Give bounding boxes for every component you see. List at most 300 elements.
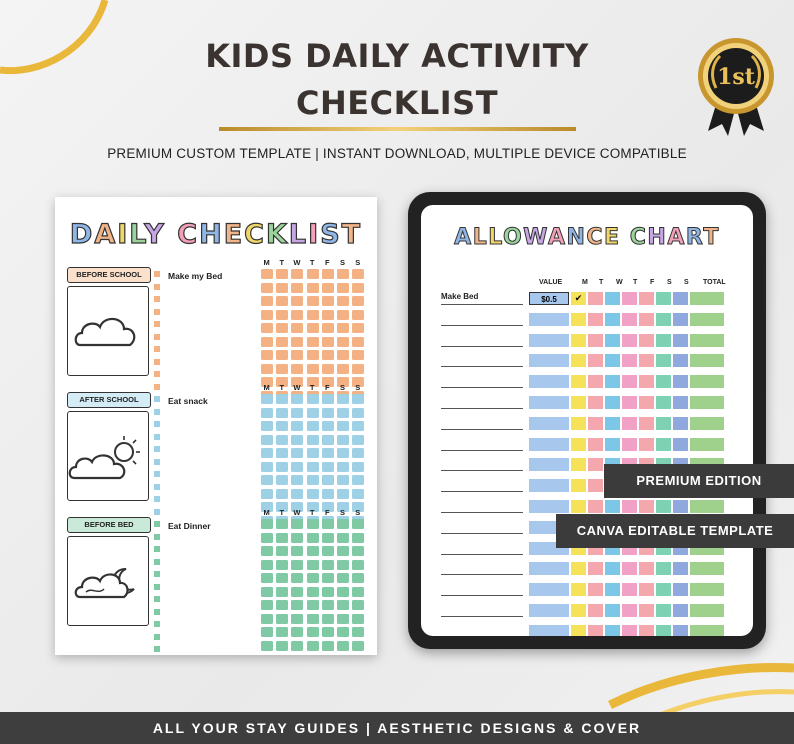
day-cell	[673, 438, 688, 451]
title-letter: A	[667, 225, 686, 250]
day-letter: T	[279, 258, 285, 267]
tablet-device	[408, 192, 766, 649]
checkbox	[337, 421, 349, 431]
checkbox	[276, 364, 288, 374]
checkbox	[337, 533, 349, 543]
day-cell	[639, 562, 654, 575]
day-letter: M	[263, 508, 270, 517]
title-letter: T	[341, 219, 363, 250]
checkbox	[261, 283, 273, 293]
checkbox	[352, 408, 364, 418]
value-cell	[529, 500, 569, 513]
checkbox	[307, 614, 319, 624]
title-letter: R	[685, 225, 704, 250]
title-letter: L	[488, 225, 503, 250]
checkbox	[337, 489, 349, 499]
premium-edition-tag: PREMIUM EDITION	[604, 464, 794, 498]
value-cell	[529, 438, 569, 451]
checkbox	[307, 475, 319, 485]
task-line	[441, 625, 523, 636]
day-cell: ✔	[571, 292, 586, 305]
bullet-square	[154, 421, 160, 427]
checkbox	[322, 627, 334, 637]
checkbox	[276, 283, 288, 293]
checkbox	[261, 546, 273, 556]
checkbox	[261, 408, 273, 418]
title-letter: H	[199, 219, 224, 250]
day-cell	[588, 292, 603, 305]
task-line: Make Bed	[441, 292, 523, 305]
title-letter: L	[472, 225, 489, 250]
title-letter	[621, 225, 630, 250]
checkbox	[322, 350, 334, 360]
bullet-square	[154, 621, 160, 627]
checkbox	[291, 337, 303, 347]
checkbox	[307, 269, 319, 279]
day-cell	[673, 500, 688, 513]
checkbox	[261, 489, 273, 499]
checkbox	[261, 269, 273, 279]
chart-row	[441, 354, 726, 367]
checkbox	[352, 533, 364, 543]
checkbox	[261, 600, 273, 610]
day-cell	[605, 583, 620, 596]
day-cell	[622, 604, 637, 617]
day-cell	[622, 500, 637, 513]
checkbox	[307, 489, 319, 499]
bullet-square	[154, 596, 160, 602]
chart-row	[441, 313, 726, 326]
checkbox	[337, 323, 349, 333]
badge-text: 1st	[717, 64, 755, 90]
day-cell	[622, 625, 637, 636]
checkbox	[307, 533, 319, 543]
value-cell	[529, 625, 569, 636]
checkbox	[276, 573, 288, 583]
day-cell	[622, 583, 637, 596]
bullet-square	[154, 271, 160, 277]
day-cell	[639, 500, 654, 513]
value-cell	[529, 479, 569, 492]
task-line	[441, 562, 523, 575]
checkbox	[261, 350, 273, 360]
day-cell	[673, 334, 688, 347]
checkbox	[261, 627, 273, 637]
bullet-square	[154, 384, 160, 390]
checkbox	[276, 614, 288, 624]
bullet-square	[154, 296, 160, 302]
checkbox	[307, 394, 319, 404]
day-cell	[571, 334, 586, 347]
checkbox	[352, 394, 364, 404]
checkbox	[352, 462, 364, 472]
day-letter: S	[340, 508, 346, 517]
checkbox	[337, 627, 349, 637]
chart-row	[441, 417, 726, 430]
day-cell	[588, 334, 603, 347]
day-cell	[571, 396, 586, 409]
value-cell	[529, 334, 569, 347]
checkbox	[261, 394, 273, 404]
checkbox	[291, 641, 303, 651]
checkbox	[322, 421, 334, 431]
total-cell	[690, 292, 724, 305]
checkbox	[291, 448, 303, 458]
chart-row	[441, 604, 726, 617]
value-cell: $0.5	[529, 292, 569, 305]
checkbox	[276, 475, 288, 485]
chart-row	[441, 583, 726, 596]
day-letter: M	[263, 258, 270, 267]
day-cell	[639, 604, 654, 617]
moon-cloud-icon	[68, 537, 148, 625]
checkbox	[276, 435, 288, 445]
day-cell	[622, 292, 637, 305]
day-letter: S	[667, 279, 672, 286]
checkbox	[291, 587, 303, 597]
checkbox	[261, 462, 273, 472]
title-letter: A	[94, 219, 118, 250]
bullet-square	[154, 559, 160, 565]
gold-swoosh-bottom-right	[600, 640, 794, 715]
task-line	[441, 417, 523, 430]
checkbox	[322, 560, 334, 570]
checkbox	[276, 323, 288, 333]
checkbox	[307, 600, 319, 610]
checkbox	[352, 614, 364, 624]
day-letter: T	[633, 279, 638, 286]
day-cell	[656, 396, 671, 409]
checkbox	[291, 519, 303, 529]
checkbox	[307, 421, 319, 431]
page-title-line2: CHECKLIST	[295, 84, 499, 122]
title-letter: I	[117, 219, 130, 250]
day-cell	[571, 313, 586, 326]
checkbox	[352, 364, 364, 374]
day-letter: T	[279, 508, 285, 517]
total-cell	[690, 354, 724, 367]
checkbox	[322, 641, 334, 651]
checkbox	[291, 296, 303, 306]
checkbox	[337, 435, 349, 445]
checkbox	[352, 627, 364, 637]
day-cell	[588, 500, 603, 513]
checkbox	[337, 641, 349, 651]
checkbox	[352, 448, 364, 458]
day-letter: F	[325, 258, 330, 267]
checkbox	[307, 448, 319, 458]
checkbox	[291, 627, 303, 637]
checkbox	[337, 600, 349, 610]
value-cell	[529, 583, 569, 596]
checkbox	[322, 489, 334, 499]
checkbox	[291, 435, 303, 445]
chart-row	[441, 375, 726, 388]
day-cell	[605, 375, 620, 388]
day-cell	[639, 313, 654, 326]
day-letter: S	[355, 508, 361, 517]
checkbox	[337, 310, 349, 320]
checkbox	[352, 600, 364, 610]
day-letter: W	[293, 258, 301, 267]
checkbox	[307, 462, 319, 472]
day-cell	[656, 375, 671, 388]
checkbox	[352, 350, 364, 360]
checkbox-grid	[261, 519, 364, 651]
checkbox	[322, 269, 334, 279]
sun-cloud-icon-box	[67, 411, 149, 501]
checkbox	[307, 587, 319, 597]
checkbox	[276, 421, 288, 431]
section-label: BEFORE BED	[67, 517, 151, 533]
total-cell	[690, 375, 724, 388]
bullet-square	[154, 496, 160, 502]
task-line	[441, 583, 523, 596]
day-cell	[639, 583, 654, 596]
checkbox	[337, 448, 349, 458]
day-cell	[571, 479, 586, 492]
checkbox	[276, 350, 288, 360]
checkbox	[322, 296, 334, 306]
title-letter: A	[454, 225, 473, 250]
checkbox	[261, 587, 273, 597]
day-cell	[639, 375, 654, 388]
title-letter: C	[629, 225, 648, 250]
day-cell	[639, 334, 654, 347]
checkbox	[307, 350, 319, 360]
section-label: BEFORE SCHOOL	[67, 267, 151, 283]
checkbox	[307, 627, 319, 637]
day-cell	[622, 313, 637, 326]
day-letter: T	[309, 258, 315, 267]
day-cell	[656, 500, 671, 513]
checkbox	[322, 448, 334, 458]
checkbox	[337, 587, 349, 597]
day-cell	[622, 438, 637, 451]
bullet-square	[154, 584, 160, 590]
title-letter: K	[265, 219, 289, 250]
checkbox	[337, 408, 349, 418]
checkbox	[291, 475, 303, 485]
day-cell	[588, 604, 603, 617]
checkbox	[322, 573, 334, 583]
day-cell	[639, 625, 654, 636]
checkbox	[322, 323, 334, 333]
bullet-square	[154, 571, 160, 577]
bullet-square	[154, 546, 160, 552]
value-cell	[529, 417, 569, 430]
daily-checklist-sheet	[55, 197, 377, 655]
checkbox	[322, 408, 334, 418]
day-cell	[571, 625, 586, 636]
day-letter: W	[616, 279, 623, 286]
value-cell	[529, 458, 569, 471]
checkbox	[352, 519, 364, 529]
subtitle: PREMIUM CUSTOM TEMPLATE | INSTANT DOWNLOAD, MULTIPLE DEVICE COMPATIBLE	[107, 146, 687, 161]
checkbox	[276, 462, 288, 472]
task-label: Eat snack	[168, 396, 208, 406]
day-cell	[571, 562, 586, 575]
checkbox	[352, 269, 364, 279]
bullet-square	[154, 321, 160, 327]
day-cell	[673, 562, 688, 575]
title-letter: E	[223, 219, 245, 250]
task-label: Make my Bed	[168, 271, 223, 281]
checkbox	[337, 560, 349, 570]
title-letter	[166, 219, 177, 250]
first-place-badge	[694, 36, 778, 136]
value-cell	[529, 604, 569, 617]
bullet-square	[154, 409, 160, 415]
checkbox	[261, 296, 273, 306]
value-cell	[529, 375, 569, 388]
cloud-icon	[68, 287, 148, 375]
checkbox	[337, 573, 349, 583]
total-cell	[690, 417, 724, 430]
checkbox	[261, 641, 273, 651]
checkbox	[291, 421, 303, 431]
checkbox	[322, 600, 334, 610]
bullet-square	[154, 346, 160, 352]
checkbox	[261, 573, 273, 583]
day-letter: W	[293, 383, 301, 392]
checkbox	[352, 337, 364, 347]
checkbox-grid	[261, 269, 364, 401]
total-cell	[690, 583, 724, 596]
checkbox	[352, 296, 364, 306]
checkbox	[307, 408, 319, 418]
checkbox	[307, 283, 319, 293]
checkbox	[261, 614, 273, 624]
checkbox	[291, 614, 303, 624]
day-cell	[588, 354, 603, 367]
day-cell	[656, 604, 671, 617]
day-cell	[656, 438, 671, 451]
checkbox	[261, 337, 273, 347]
checkbox	[322, 435, 334, 445]
total-cell	[690, 604, 724, 617]
bullet-square	[154, 396, 160, 402]
day-cell	[571, 500, 586, 513]
checkbox	[261, 310, 273, 320]
chart-row	[441, 396, 726, 409]
checkbox	[307, 573, 319, 583]
title-letter: L	[129, 219, 145, 250]
day-cell	[605, 292, 620, 305]
checkbox	[307, 560, 319, 570]
checkbox	[352, 489, 364, 499]
day-cell	[656, 292, 671, 305]
checkbox	[291, 546, 303, 556]
checkbox	[352, 310, 364, 320]
title-letter: C	[586, 225, 605, 250]
day-cell	[656, 625, 671, 636]
checkbox	[291, 489, 303, 499]
checkbox	[276, 408, 288, 418]
bullet-square	[154, 484, 160, 490]
checkbox	[352, 546, 364, 556]
checkbox	[291, 560, 303, 570]
day-cell	[605, 625, 620, 636]
checkbox	[261, 533, 273, 543]
checkbox	[307, 323, 319, 333]
day-cell	[622, 354, 637, 367]
checkbox	[291, 350, 303, 360]
day-cell	[639, 417, 654, 430]
day-cell	[673, 417, 688, 430]
value-header: VALUE	[539, 279, 563, 286]
checkbox	[322, 533, 334, 543]
bullet-squares	[154, 396, 160, 527]
day-cell	[656, 313, 671, 326]
chart-row	[441, 334, 726, 347]
checkbox	[261, 421, 273, 431]
day-letter: T	[599, 279, 604, 286]
day-cell	[673, 604, 688, 617]
total-cell	[690, 438, 724, 451]
title-letter: I	[308, 219, 321, 250]
bullet-square	[154, 509, 160, 515]
checkbox	[276, 560, 288, 570]
cloud-icon-box	[67, 286, 149, 376]
bullet-squares	[154, 271, 160, 402]
checkbox	[291, 323, 303, 333]
day-cell	[656, 583, 671, 596]
bullet-square	[154, 609, 160, 615]
checkbox	[276, 641, 288, 651]
task-line	[441, 375, 523, 388]
title-letter: E	[604, 225, 621, 250]
task-line	[441, 479, 523, 492]
checkbox	[261, 435, 273, 445]
task-line	[441, 396, 523, 409]
checkbox	[337, 394, 349, 404]
checkbox	[352, 475, 364, 485]
bullet-square	[154, 309, 160, 315]
day-letter: T	[279, 383, 285, 392]
day-cell	[605, 500, 620, 513]
checkbox	[322, 394, 334, 404]
checkbox	[322, 587, 334, 597]
title-letter: O	[502, 225, 524, 250]
day-letter: S	[340, 258, 346, 267]
day-headers	[259, 258, 365, 267]
checkbox	[291, 283, 303, 293]
day-headers	[259, 383, 365, 392]
total-cell	[690, 313, 724, 326]
bullet-square	[154, 446, 160, 452]
checkbox	[322, 546, 334, 556]
sun-cloud-icon	[68, 412, 148, 500]
day-cell	[605, 417, 620, 430]
checkbox	[322, 614, 334, 624]
bullet-square	[154, 459, 160, 465]
checkbox	[276, 448, 288, 458]
day-cell	[622, 562, 637, 575]
checkbox	[337, 614, 349, 624]
title-letter: C	[244, 219, 266, 250]
checkbox	[337, 546, 349, 556]
title-letter: A	[547, 225, 567, 250]
day-cell	[656, 417, 671, 430]
chart-row	[441, 438, 726, 451]
bullet-square	[154, 371, 160, 377]
day-cell	[673, 625, 688, 636]
day-cell	[588, 583, 603, 596]
bullet-square	[154, 634, 160, 640]
checkbox	[322, 462, 334, 472]
day-letter: F	[650, 279, 655, 286]
